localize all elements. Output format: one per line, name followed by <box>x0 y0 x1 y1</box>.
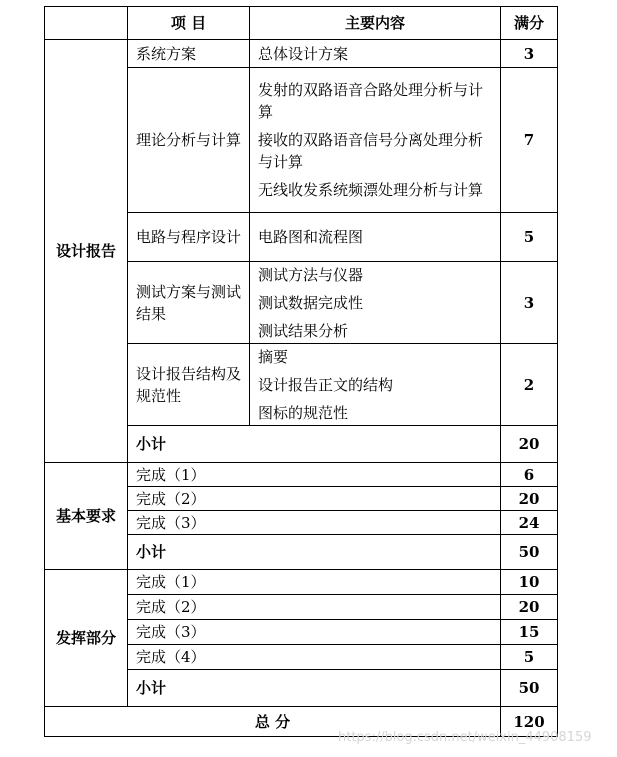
header-category <box>45 7 128 40</box>
content-line: 测试方法与仪器 <box>258 265 364 284</box>
item-cell: 完成（1） <box>128 463 501 487</box>
header-item: 项 目 <box>128 7 250 40</box>
score-cell: 3 <box>501 262 558 344</box>
content-line: 测试数据完成性 <box>258 293 364 312</box>
subtotal-score: 50 <box>501 535 558 570</box>
item-cell: 完成（1） <box>128 570 501 595</box>
section-advanced: 发挥部分 <box>45 570 128 707</box>
item-cell: 完成（3） <box>128 511 501 535</box>
item-cell: 完成（3） <box>128 620 501 645</box>
score-cell: 20 <box>501 487 558 511</box>
content-cell <box>250 262 501 344</box>
item-cell: 设计报告结构及规范性 <box>128 344 250 426</box>
subtotal-label: 小计 <box>128 426 501 463</box>
content-line: 电路图和流程图 <box>258 228 364 246</box>
item-cell: 系统方案 <box>128 40 250 68</box>
content-line: 无线收发系统频漂处理分析与计算 <box>258 181 484 199</box>
score-cell: 7 <box>501 68 558 213</box>
content-line: 摘要 <box>258 347 289 366</box>
item-cell: 完成（2） <box>128 595 501 620</box>
content-line: 接收的双路语音信号分离处理分析与计算 <box>258 131 484 171</box>
total-label: 总 分 <box>45 707 501 737</box>
item-cell: 完成（2） <box>128 487 501 511</box>
subtotal-label: 小计 <box>128 670 501 707</box>
score-cell: 15 <box>501 620 558 645</box>
subtotal-label: 小计 <box>128 535 501 570</box>
content-line: 测试结果分析 <box>258 321 349 340</box>
content-line: 设计报告正文的结构 <box>258 375 394 394</box>
score-cell: 20 <box>501 595 558 620</box>
score-cell: 10 <box>501 570 558 595</box>
content-line: 总体设计方案 <box>258 44 349 63</box>
content-cell <box>250 68 501 213</box>
score-cell: 5 <box>501 645 558 670</box>
score-cell: 5 <box>501 213 558 262</box>
table-row <box>45 463 558 487</box>
header-row <box>45 7 558 40</box>
content-cell <box>250 213 501 262</box>
content-cell <box>250 40 501 68</box>
item-cell: 理论分析与计算 <box>128 68 250 213</box>
content-line: 发射的双路语音合路处理分析与计算 <box>258 81 484 121</box>
watermark: https://blog.csdn.net/weixin_44908159 <box>338 730 592 745</box>
score-cell: 3 <box>501 40 558 68</box>
score-cell: 24 <box>501 511 558 535</box>
score-table <box>44 6 558 737</box>
content-line: 图标的规范性 <box>258 403 349 422</box>
total-score: 120 <box>501 707 558 737</box>
item-cell: 电路与程序设计 <box>128 213 250 262</box>
score-cell: 2 <box>501 344 558 426</box>
table-row <box>45 40 558 68</box>
section-basic: 基本要求 <box>45 463 128 570</box>
content-cell <box>250 344 501 426</box>
item-cell: 完成（4） <box>128 645 501 670</box>
header-content: 主要内容 <box>250 7 501 40</box>
table-row <box>45 570 558 595</box>
subtotal-score: 20 <box>501 426 558 463</box>
section-design-report: 设计报告 <box>45 40 128 463</box>
header-score: 满分 <box>501 7 558 40</box>
score-cell: 6 <box>501 463 558 487</box>
subtotal-score: 50 <box>501 670 558 707</box>
item-cell: 测试方案与测试结果 <box>128 262 250 344</box>
